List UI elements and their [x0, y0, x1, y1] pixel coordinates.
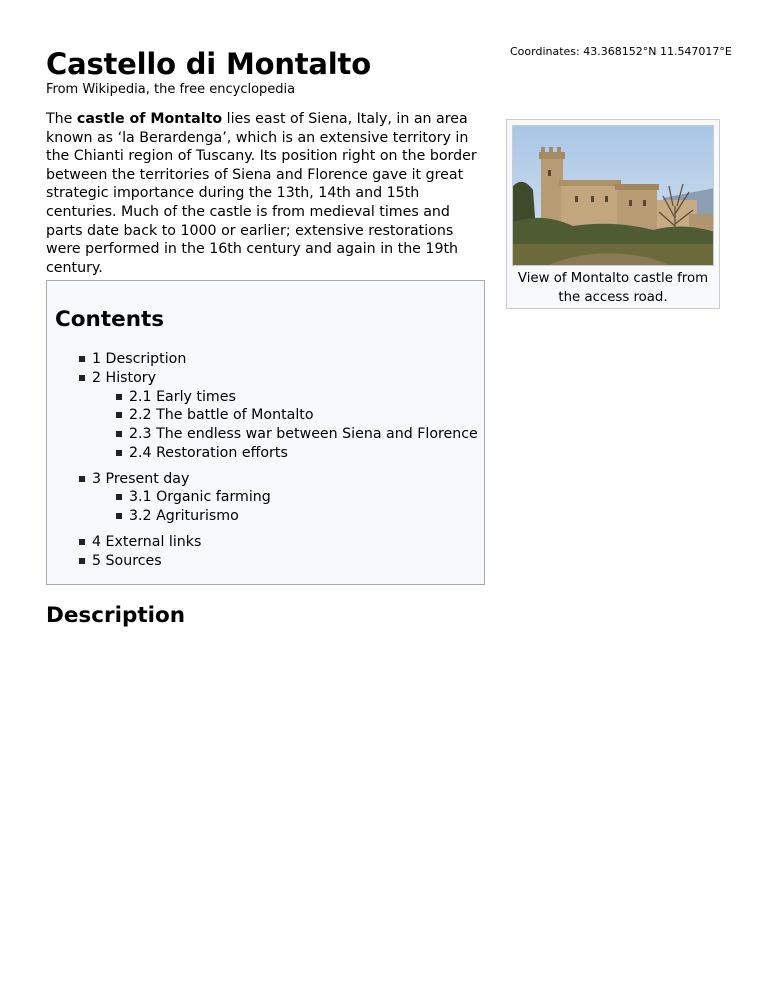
toc-item-agriturismo[interactable] — [129, 507, 239, 526]
toc-item-label: 2.3 The endless war between Siena and Florence — [129, 426, 478, 442]
toc-item-label: 1 Description — [92, 351, 187, 367]
toc-item-organic-farming[interactable] — [129, 488, 271, 507]
thumbnail-box — [506, 119, 720, 309]
page-tagline: From Wikipedia, the free encyclopedia — [46, 82, 296, 97]
bullet-icon — [116, 513, 122, 519]
coordinates[interactable]: Coordinates: 43.368152°N 11.547017°E — [510, 45, 732, 58]
toc-item-label: 4 External links — [92, 534, 202, 550]
toc-item-label: 2.1 Early times — [129, 389, 236, 405]
toc-item-battle-of-montalto[interactable] — [129, 406, 314, 425]
toc-item-endless-war[interactable] — [129, 425, 478, 444]
intro-text: lies east of Siena, Italy, in an area known as ‘la Berardenga’, which is an extensive territory in the Chianti region of Tuscany. Its position right on the border between the territories of Siena and Florence gave it great strategic importance during the 13th, 14th and 15th centuries. Much of the castle is from medieval times and parts date back to 1000 or earlier; extensive restorations were performed in the 16th century and again in the 19th century. — [46, 111, 477, 276]
bullet-icon — [116, 431, 122, 437]
bullet-icon — [116, 494, 122, 500]
toc-item-restoration-efforts[interactable] — [129, 444, 288, 463]
toc-title: Contents — [55, 307, 165, 332]
toc-item-label: 3.1 Organic farming — [129, 489, 271, 505]
page-title: Castello di Montalto — [46, 47, 371, 81]
bullet-icon — [79, 558, 85, 564]
section-heading-description: Description — [46, 603, 186, 628]
bullet-icon — [116, 394, 122, 400]
bullet-icon — [116, 412, 122, 418]
intro-prefix: The — [46, 111, 77, 127]
toc-item-early-times[interactable] — [129, 388, 236, 407]
toc-item-label: 3 Present day — [92, 471, 190, 487]
toc-item-label: 2 History — [92, 370, 157, 386]
thumbnail-caption: View of Montalto castle from the access road. — [517, 271, 709, 305]
toc-item-label: 3.2 Agriturismo — [129, 508, 239, 524]
bullet-icon — [79, 539, 85, 545]
intro-paragraph — [46, 110, 488, 277]
toc-item-sources[interactable] — [92, 552, 162, 571]
toc-item-label: 2.4 Restoration efforts — [129, 445, 288, 461]
toc-item-label: 5 Sources — [92, 553, 162, 569]
toc-item-label: 2.2 The battle of Montalto — [129, 407, 314, 423]
toc-item-history[interactable] — [92, 369, 156, 388]
castle-photo[interactable] — [512, 125, 714, 266]
toc-item-external-links[interactable] — [92, 533, 201, 552]
bullet-icon — [79, 476, 85, 482]
toc-item-present-day[interactable] — [92, 470, 189, 489]
toc-item-description[interactable] — [92, 350, 186, 369]
intro-bold-term: castle of Montalto — [76, 111, 223, 127]
table-of-contents — [46, 280, 485, 585]
bullet-icon — [116, 450, 122, 456]
bullet-icon — [79, 375, 85, 381]
bullet-icon — [79, 356, 85, 362]
